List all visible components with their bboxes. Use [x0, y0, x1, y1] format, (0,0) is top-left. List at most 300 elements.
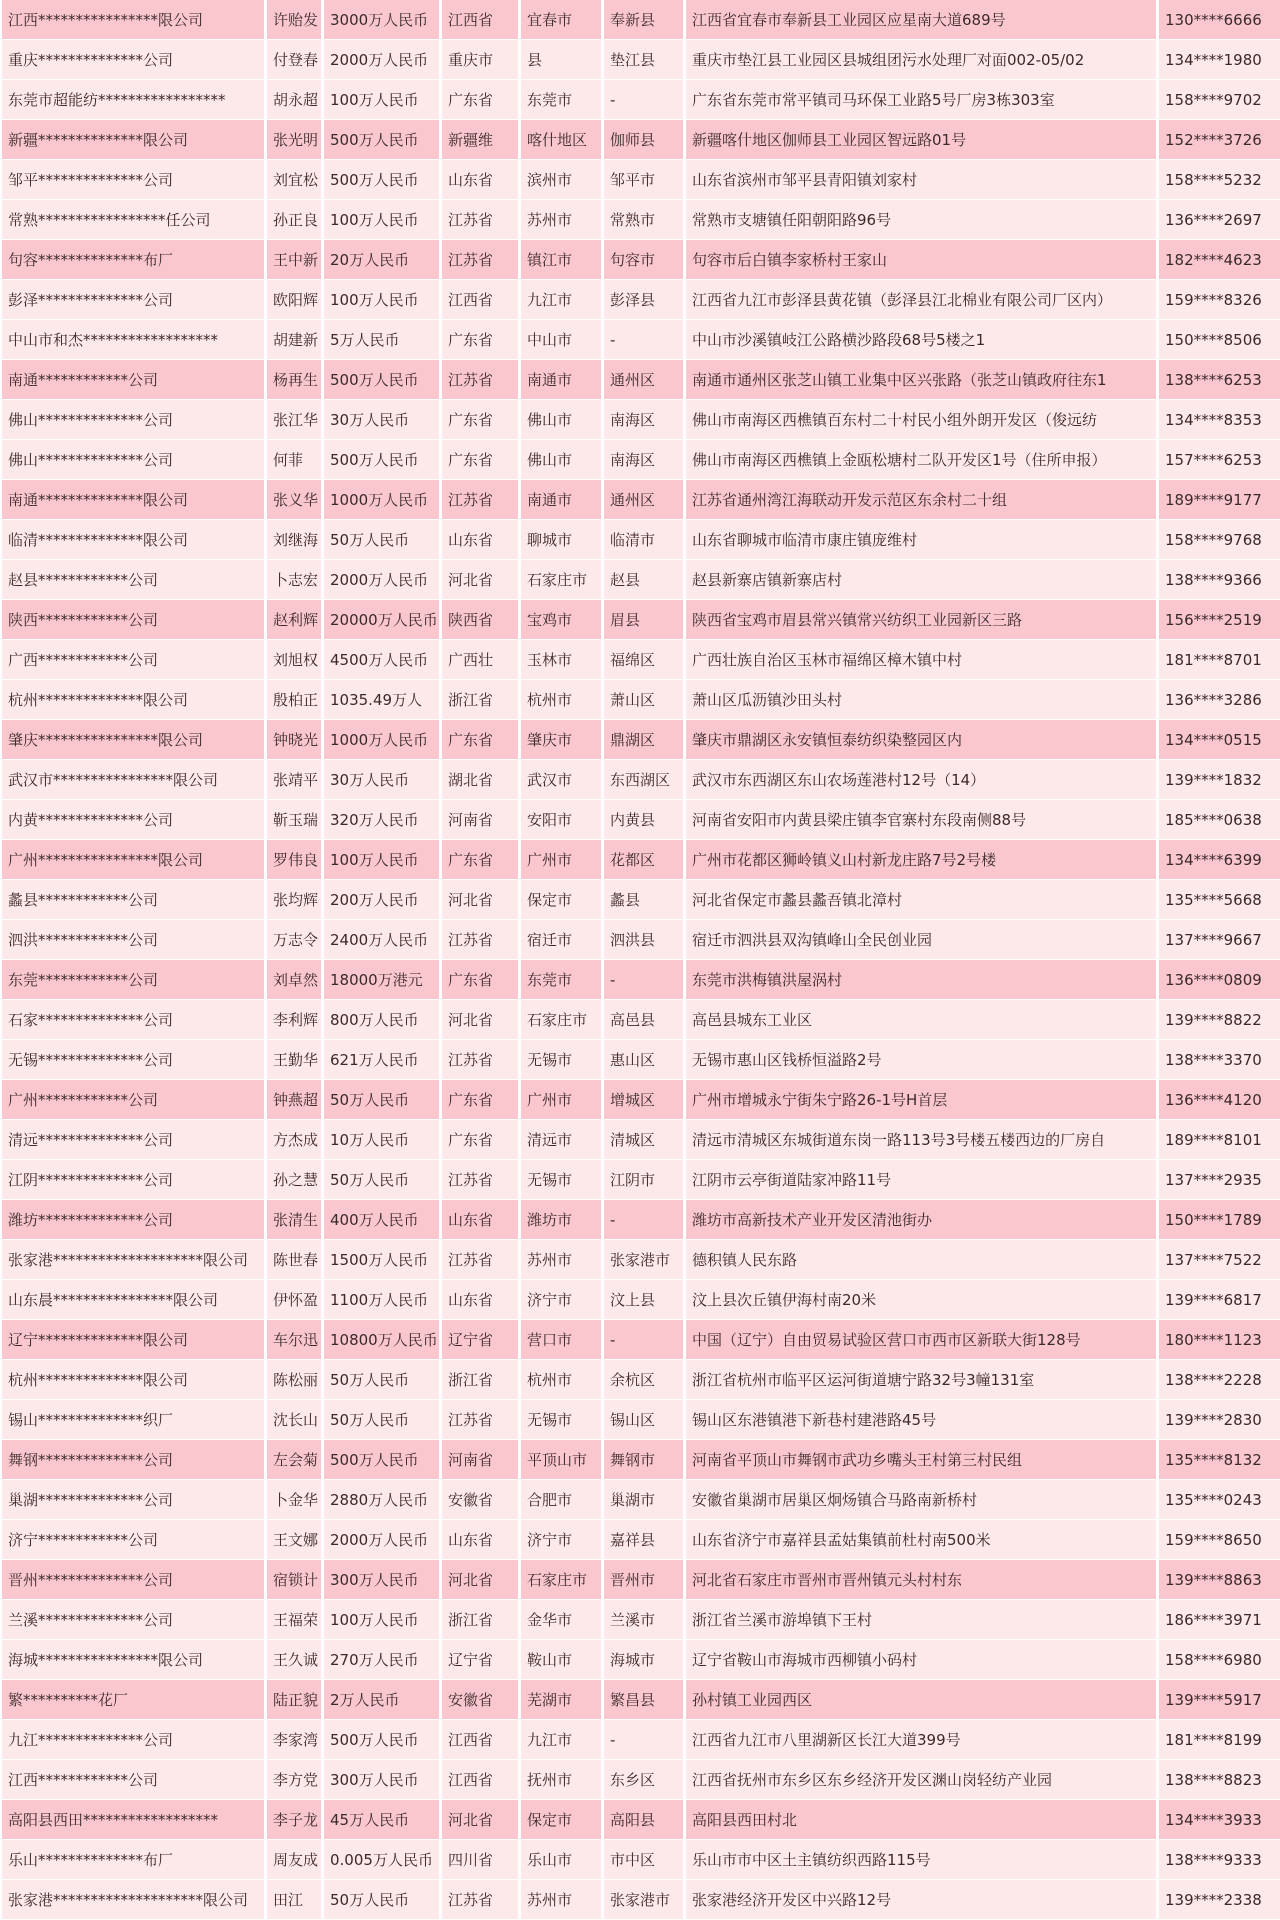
- registered-capital-cell: 50万人民币: [324, 520, 439, 560]
- table-row: [2, 1480, 1280, 1520]
- table-row: [2, 1040, 1280, 1080]
- legal-rep-cell: 伊怀盈: [267, 1280, 321, 1320]
- registered-capital-cell: 621万人民币: [324, 1040, 439, 1080]
- address-cell: 潍坊市高新技术产业开发区清池街办: [686, 1200, 1156, 1240]
- address-cell: 张家港经济开发区中兴路12号: [686, 1880, 1156, 1920]
- phone-cell: 138****9333: [1159, 1840, 1280, 1880]
- table-row: [2, 360, 1280, 400]
- district-cell: 南海区: [604, 440, 683, 480]
- province-cell: 河北省: [442, 560, 518, 600]
- district-cell: 高邑县: [604, 1000, 683, 1040]
- province-cell: 辽宁省: [442, 1320, 518, 1360]
- legal-rep-cell: 李子龙: [267, 1800, 321, 1840]
- province-cell: 广东省: [442, 440, 518, 480]
- table-row: [2, 80, 1280, 120]
- registered-capital-cell: 2万人民币: [324, 1680, 439, 1720]
- province-cell: 广东省: [442, 320, 518, 360]
- phone-cell: 139****8822: [1159, 1000, 1280, 1040]
- city-cell: 广州市: [521, 840, 601, 880]
- company-name-cell: 泗洪************公司: [2, 920, 264, 960]
- address-cell: 河南省平顶山市舞钢市武功乡嘴头王村第三村民组: [686, 1440, 1156, 1480]
- company-name-cell: 海城****************限公司: [2, 1640, 264, 1680]
- city-cell: 宝鸡市: [521, 600, 601, 640]
- district-cell: -: [604, 1720, 683, 1760]
- phone-cell: 185****0638: [1159, 800, 1280, 840]
- phone-cell: 189****9177: [1159, 480, 1280, 520]
- phone-cell: 136****2697: [1159, 200, 1280, 240]
- province-cell: 广西壮: [442, 640, 518, 680]
- table-row: [2, 120, 1280, 160]
- company-name-cell: 高阳县西田******************: [2, 1800, 264, 1840]
- company-name-cell: 杭州**************限公司: [2, 1360, 264, 1400]
- district-cell: 萧山区: [604, 680, 683, 720]
- table-row: [2, 1800, 1280, 1840]
- table-row: [2, 600, 1280, 640]
- legal-rep-cell: 罗伟良: [267, 840, 321, 880]
- phone-cell: 136****4120: [1159, 1080, 1280, 1120]
- city-cell: 聊城市: [521, 520, 601, 560]
- table-row: [2, 520, 1280, 560]
- table-row: [2, 1200, 1280, 1240]
- table-row: [2, 480, 1280, 520]
- registered-capital-cell: 20万人民币: [324, 240, 439, 280]
- legal-rep-cell: 王久诚: [267, 1640, 321, 1680]
- phone-cell: 139****1832: [1159, 760, 1280, 800]
- district-cell: 惠山区: [604, 1040, 683, 1080]
- phone-cell: 180****1123: [1159, 1320, 1280, 1360]
- phone-cell: 135****5668: [1159, 880, 1280, 920]
- address-cell: 陕西省宝鸡市眉县常兴镇常兴纺织工业园新区三路: [686, 600, 1156, 640]
- company-name-cell: 东莞************公司: [2, 960, 264, 1000]
- district-cell: 蠡县: [604, 880, 683, 920]
- address-cell: 山东省滨州市邹平县青阳镇刘家村: [686, 160, 1156, 200]
- district-cell: 张家港市: [604, 1240, 683, 1280]
- district-cell: -: [604, 80, 683, 120]
- phone-cell: 138****2228: [1159, 1360, 1280, 1400]
- registered-capital-cell: 100万人民币: [324, 1600, 439, 1640]
- legal-rep-cell: 胡永超: [267, 80, 321, 120]
- registered-capital-cell: 500万人民币: [324, 440, 439, 480]
- phone-cell: 137****2935: [1159, 1160, 1280, 1200]
- phone-cell: 150****8506: [1159, 320, 1280, 360]
- table-row: [2, 760, 1280, 800]
- city-cell: 玉林市: [521, 640, 601, 680]
- registered-capital-cell: 800万人民币: [324, 1000, 439, 1040]
- legal-rep-cell: 陈世春: [267, 1240, 321, 1280]
- phone-cell: 158****6980: [1159, 1640, 1280, 1680]
- city-cell: 保定市: [521, 1800, 601, 1840]
- province-cell: 河南省: [442, 800, 518, 840]
- address-cell: 辽宁省鞍山市海城市西柳镇小码村: [686, 1640, 1156, 1680]
- phone-cell: 182****4623: [1159, 240, 1280, 280]
- table-row: [2, 560, 1280, 600]
- company-name-cell: 江西****************限公司: [2, 0, 264, 40]
- province-cell: 山东省: [442, 1280, 518, 1320]
- company-name-cell: 广州************公司: [2, 1080, 264, 1120]
- legal-rep-cell: 张江华: [267, 400, 321, 440]
- city-cell: 无锡市: [521, 1400, 601, 1440]
- district-cell: 余杭区: [604, 1360, 683, 1400]
- province-cell: 江苏省: [442, 1040, 518, 1080]
- city-cell: 县: [521, 40, 601, 80]
- table-row: [2, 1640, 1280, 1680]
- legal-rep-cell: 沈长山: [267, 1400, 321, 1440]
- province-cell: 重庆市: [442, 40, 518, 80]
- table-row: [2, 1080, 1280, 1120]
- company-table-body: [2, 0, 1280, 1920]
- province-cell: 浙江省: [442, 1600, 518, 1640]
- company-name-cell: 无锡**************公司: [2, 1040, 264, 1080]
- province-cell: 河南省: [442, 1440, 518, 1480]
- address-cell: 高阳县西田村北: [686, 1800, 1156, 1840]
- address-cell: 中国（辽宁）自由贸易试验区营口市西市区新联大街128号: [686, 1320, 1156, 1360]
- legal-rep-cell: 孙正良: [267, 200, 321, 240]
- address-cell: 锡山区东港镇港下新巷村建港路45号: [686, 1400, 1156, 1440]
- registered-capital-cell: 500万人民币: [324, 1440, 439, 1480]
- legal-rep-cell: 李利辉: [267, 1000, 321, 1040]
- legal-rep-cell: 钟燕超: [267, 1080, 321, 1120]
- company-name-cell: 繁**********花厂: [2, 1680, 264, 1720]
- company-name-cell: 佛山**************公司: [2, 400, 264, 440]
- table-row: [2, 440, 1280, 480]
- city-cell: 杭州市: [521, 1360, 601, 1400]
- city-cell: 中山市: [521, 320, 601, 360]
- province-cell: 湖北省: [442, 760, 518, 800]
- province-cell: 江西省: [442, 1720, 518, 1760]
- phone-cell: 158****9702: [1159, 80, 1280, 120]
- phone-cell: 189****8101: [1159, 1120, 1280, 1160]
- legal-rep-cell: 张义华: [267, 480, 321, 520]
- address-cell: 肇庆市鼎湖区永安镇恒泰纺织染整园区内: [686, 720, 1156, 760]
- legal-rep-cell: 王文娜: [267, 1520, 321, 1560]
- legal-rep-cell: 张清生: [267, 1200, 321, 1240]
- registered-capital-cell: 20000万人民币: [324, 600, 439, 640]
- address-cell: 河北省保定市蠡县蠡吾镇北漳村: [686, 880, 1156, 920]
- table-row: [2, 960, 1280, 1000]
- table-row: [2, 160, 1280, 200]
- address-cell: 山东省济宁市嘉祥县孟姑集镇前杜村南500米: [686, 1520, 1156, 1560]
- address-cell: 赵县新寨店镇新寨店村: [686, 560, 1156, 600]
- address-cell: 东莞市洪梅镇洪屋涡村: [686, 960, 1156, 1000]
- address-cell: 萧山区瓜沥镇沙田头村: [686, 680, 1156, 720]
- city-cell: 武汉市: [521, 760, 601, 800]
- company-name-cell: 辽宁**************限公司: [2, 1320, 264, 1360]
- legal-rep-cell: 刘旭权: [267, 640, 321, 680]
- registered-capital-cell: 5万人民币: [324, 320, 439, 360]
- company-name-cell: 张家港********************限公司: [2, 1880, 264, 1920]
- registered-capital-cell: 50万人民币: [324, 1400, 439, 1440]
- address-cell: 江苏省通州湾江海联动开发示范区东余村二十组: [686, 480, 1156, 520]
- city-cell: 南通市: [521, 360, 601, 400]
- city-cell: 肇庆市: [521, 720, 601, 760]
- registered-capital-cell: 0.005万人民币: [324, 1840, 439, 1880]
- city-cell: 佛山市: [521, 440, 601, 480]
- registered-capital-cell: 320万人民币: [324, 800, 439, 840]
- district-cell: 高阳县: [604, 1800, 683, 1840]
- legal-rep-cell: 宿锁计: [267, 1560, 321, 1600]
- table-row: [2, 240, 1280, 280]
- province-cell: 山东省: [442, 1200, 518, 1240]
- province-cell: 江苏省: [442, 360, 518, 400]
- address-cell: 佛山市南海区西樵镇百东村二十村民小组外朗开发区（俊远纺: [686, 400, 1156, 440]
- company-name-cell: 杭州**************限公司: [2, 680, 264, 720]
- city-cell: 宿迁市: [521, 920, 601, 960]
- province-cell: 浙江省: [442, 680, 518, 720]
- province-cell: 新疆维: [442, 120, 518, 160]
- table-row: [2, 1240, 1280, 1280]
- registered-capital-cell: 500万人民币: [324, 360, 439, 400]
- table-row: [2, 400, 1280, 440]
- province-cell: 浙江省: [442, 1360, 518, 1400]
- registered-capital-cell: 200万人民币: [324, 880, 439, 920]
- address-cell: 江西省九江市彭泽县黄花镇（彭泽县江北棉业有限公司厂区内）: [686, 280, 1156, 320]
- address-cell: 江阴市云亭街道陆家冲路11号: [686, 1160, 1156, 1200]
- table-row: [2, 1680, 1280, 1720]
- legal-rep-cell: 欧阳辉: [267, 280, 321, 320]
- district-cell: 晋州市: [604, 1560, 683, 1600]
- phone-cell: 136****3286: [1159, 680, 1280, 720]
- province-cell: 广东省: [442, 80, 518, 120]
- legal-rep-cell: 刘卓然: [267, 960, 321, 1000]
- legal-rep-cell: 陆正貌: [267, 1680, 321, 1720]
- company-name-cell: 蠡县************公司: [2, 880, 264, 920]
- city-cell: 芜湖市: [521, 1680, 601, 1720]
- city-cell: 苏州市: [521, 200, 601, 240]
- company-name-cell: 晋州**************公司: [2, 1560, 264, 1600]
- registered-capital-cell: 2400万人民币: [324, 920, 439, 960]
- table-row: [2, 880, 1280, 920]
- address-cell: 江西省九江市八里湖新区长江大道399号: [686, 1720, 1156, 1760]
- registered-capital-cell: 100万人民币: [324, 80, 439, 120]
- district-cell: 赵县: [604, 560, 683, 600]
- address-cell: 宿迁市泗洪县双沟镇峰山全民创业园: [686, 920, 1156, 960]
- registered-capital-cell: 50万人民币: [324, 1360, 439, 1400]
- district-cell: 增城区: [604, 1080, 683, 1120]
- phone-cell: 138****3370: [1159, 1040, 1280, 1080]
- district-cell: 张家港市: [604, 1880, 683, 1920]
- table-row: [2, 720, 1280, 760]
- address-cell: 南通市通州区张芝山镇工业集中区兴张路（张芝山镇政府往东1: [686, 360, 1156, 400]
- legal-rep-cell: 陈松丽: [267, 1360, 321, 1400]
- address-cell: 高邑县城东工业区: [686, 1000, 1156, 1040]
- district-cell: 东西湖区: [604, 760, 683, 800]
- phone-cell: 156****2519: [1159, 600, 1280, 640]
- company-name-cell: 东莞市超能纺*****************: [2, 80, 264, 120]
- table-row: [2, 1280, 1280, 1320]
- province-cell: 江苏省: [442, 1160, 518, 1200]
- district-cell: 奉新县: [604, 0, 683, 40]
- company-name-cell: 广西************公司: [2, 640, 264, 680]
- city-cell: 宜春市: [521, 0, 601, 40]
- registered-capital-cell: 10万人民币: [324, 1120, 439, 1160]
- address-cell: 汶上县次丘镇伊海村南20米: [686, 1280, 1156, 1320]
- registered-capital-cell: 3000万人民币: [324, 0, 439, 40]
- legal-rep-cell: 何菲: [267, 440, 321, 480]
- phone-cell: 137****9667: [1159, 920, 1280, 960]
- registered-capital-cell: 45万人民币: [324, 1800, 439, 1840]
- province-cell: 河北省: [442, 1000, 518, 1040]
- legal-rep-cell: 王勤华: [267, 1040, 321, 1080]
- phone-cell: 158****5232: [1159, 160, 1280, 200]
- phone-cell: 137****7522: [1159, 1240, 1280, 1280]
- phone-cell: 139****2338: [1159, 1880, 1280, 1920]
- company-name-cell: 内黄**************公司: [2, 800, 264, 840]
- company-name-cell: 山东晨****************限公司: [2, 1280, 264, 1320]
- legal-rep-cell: 钟晓光: [267, 720, 321, 760]
- province-cell: 广东省: [442, 720, 518, 760]
- registered-capital-cell: 2000万人民币: [324, 560, 439, 600]
- phone-cell: 139****5917: [1159, 1680, 1280, 1720]
- city-cell: 金华市: [521, 1600, 601, 1640]
- registered-capital-cell: 50万人民币: [324, 1160, 439, 1200]
- address-cell: 无锡市惠山区钱桥恒溢路2号: [686, 1040, 1156, 1080]
- district-cell: 锡山区: [604, 1400, 683, 1440]
- company-name-cell: 江阴**************公司: [2, 1160, 264, 1200]
- province-cell: 广东省: [442, 1080, 518, 1120]
- legal-rep-cell: 殷柏正: [267, 680, 321, 720]
- city-cell: 乐山市: [521, 1840, 601, 1880]
- table-row: [2, 1000, 1280, 1040]
- address-cell: 江西省宜春市奉新县工业园区应星南大道689号: [686, 0, 1156, 40]
- province-cell: 江西省: [442, 0, 518, 40]
- address-cell: 孙村镇工业园西区: [686, 1680, 1156, 1720]
- table-row: [2, 1440, 1280, 1480]
- city-cell: 南通市: [521, 480, 601, 520]
- city-cell: 安阳市: [521, 800, 601, 840]
- registered-capital-cell: 10800万人民币: [324, 1320, 439, 1360]
- district-cell: -: [604, 1200, 683, 1240]
- district-cell: 花都区: [604, 840, 683, 880]
- registered-capital-cell: 400万人民币: [324, 1200, 439, 1240]
- phone-cell: 139****8863: [1159, 1560, 1280, 1600]
- table-row: [2, 1560, 1280, 1600]
- province-cell: 河北省: [442, 1560, 518, 1600]
- phone-cell: 134****6399: [1159, 840, 1280, 880]
- address-cell: 武汉市东西湖区东山农场莲港村12号（14）: [686, 760, 1156, 800]
- district-cell: 东乡区: [604, 1760, 683, 1800]
- district-cell: 常熟市: [604, 200, 683, 240]
- province-cell: 山东省: [442, 520, 518, 560]
- address-cell: 山东省聊城市临清市康庄镇庞维村: [686, 520, 1156, 560]
- registered-capital-cell: 270万人民币: [324, 1640, 439, 1680]
- legal-rep-cell: 付登春: [267, 40, 321, 80]
- registered-capital-cell: 300万人民币: [324, 1560, 439, 1600]
- table-row: [2, 1840, 1280, 1880]
- city-cell: 保定市: [521, 880, 601, 920]
- city-cell: 东莞市: [521, 80, 601, 120]
- legal-rep-cell: 方杰成: [267, 1120, 321, 1160]
- table-row: [2, 1360, 1280, 1400]
- city-cell: 滨州市: [521, 160, 601, 200]
- province-cell: 江苏省: [442, 1400, 518, 1440]
- phone-cell: 134****1980: [1159, 40, 1280, 80]
- city-cell: 佛山市: [521, 400, 601, 440]
- address-cell: 广东省东莞市常平镇司马环保工业路5号厂房3栋303室: [686, 80, 1156, 120]
- company-name-cell: 江西************公司: [2, 1760, 264, 1800]
- table-row: [2, 200, 1280, 240]
- province-cell: 安徽省: [442, 1480, 518, 1520]
- city-cell: 石家庄市: [521, 560, 601, 600]
- legal-rep-cell: 卜金华: [267, 1480, 321, 1520]
- address-cell: 佛山市南海区西樵镇上金瓯松塘村二队开发区1号（住所申报）: [686, 440, 1156, 480]
- city-cell: 潍坊市: [521, 1200, 601, 1240]
- district-cell: 彭泽县: [604, 280, 683, 320]
- registered-capital-cell: 500万人民币: [324, 1720, 439, 1760]
- city-cell: 九江市: [521, 280, 601, 320]
- legal-rep-cell: 王中新: [267, 240, 321, 280]
- registered-capital-cell: 2880万人民币: [324, 1480, 439, 1520]
- phone-cell: 139****2830: [1159, 1400, 1280, 1440]
- legal-rep-cell: 王福荣: [267, 1600, 321, 1640]
- registered-capital-cell: 1100万人民币: [324, 1280, 439, 1320]
- company-name-cell: 临清**************限公司: [2, 520, 264, 560]
- legal-rep-cell: 卜志宏: [267, 560, 321, 600]
- district-cell: 市中区: [604, 1840, 683, 1880]
- address-cell: 乐山市市中区土主镇纺织西路115号: [686, 1840, 1156, 1880]
- registered-capital-cell: 100万人民币: [324, 840, 439, 880]
- phone-cell: 134****0515: [1159, 720, 1280, 760]
- address-cell: 重庆市垫江县工业园区县城组团污水处理厂对面002-05/02: [686, 40, 1156, 80]
- table-row: [2, 0, 1280, 40]
- address-cell: 句容市后白镇李家桥村王家山: [686, 240, 1156, 280]
- city-cell: 清远市: [521, 1120, 601, 1160]
- company-name-cell: 南通**************限公司: [2, 480, 264, 520]
- district-cell: 眉县: [604, 600, 683, 640]
- company-name-cell: 佛山**************公司: [2, 440, 264, 480]
- district-cell: 伽师县: [604, 120, 683, 160]
- phone-cell: 150****1789: [1159, 1200, 1280, 1240]
- city-cell: 东莞市: [521, 960, 601, 1000]
- phone-cell: 139****6817: [1159, 1280, 1280, 1320]
- province-cell: 江苏省: [442, 1240, 518, 1280]
- province-cell: 安徽省: [442, 1680, 518, 1720]
- legal-rep-cell: 孙之慧: [267, 1160, 321, 1200]
- province-cell: 山东省: [442, 1520, 518, 1560]
- district-cell: -: [604, 320, 683, 360]
- district-cell: 鼎湖区: [604, 720, 683, 760]
- registered-capital-cell: 2000万人民币: [324, 1520, 439, 1560]
- district-cell: 邹平市: [604, 160, 683, 200]
- company-name-cell: 肇庆****************限公司: [2, 720, 264, 760]
- legal-rep-cell: 杨再生: [267, 360, 321, 400]
- phone-cell: 159****8326: [1159, 280, 1280, 320]
- legal-rep-cell: 张靖平: [267, 760, 321, 800]
- legal-rep-cell: 左会菊: [267, 1440, 321, 1480]
- company-name-cell: 邹平**************公司: [2, 160, 264, 200]
- legal-rep-cell: 李家湾: [267, 1720, 321, 1760]
- registered-capital-cell: 30万人民币: [324, 760, 439, 800]
- registered-capital-cell: 50万人民币: [324, 1880, 439, 1920]
- legal-rep-cell: 许贻发: [267, 0, 321, 40]
- district-cell: 繁昌县: [604, 1680, 683, 1720]
- address-cell: 河北省石家庄市晋州市晋州镇元头村村东: [686, 1560, 1156, 1600]
- company-name-cell: 舞钢**************公司: [2, 1440, 264, 1480]
- province-cell: 辽宁省: [442, 1640, 518, 1680]
- phone-cell: 152****3726: [1159, 120, 1280, 160]
- phone-cell: 135****0243: [1159, 1480, 1280, 1520]
- address-cell: 中山市沙溪镇岐江公路横沙路段68号5楼之1: [686, 320, 1156, 360]
- phone-cell: 138****8823: [1159, 1760, 1280, 1800]
- province-cell: 江西省: [442, 280, 518, 320]
- address-cell: 浙江省兰溪市游埠镇下王村: [686, 1600, 1156, 1640]
- district-cell: 内黄县: [604, 800, 683, 840]
- registered-capital-cell: 2000万人民币: [324, 40, 439, 80]
- province-cell: 陕西省: [442, 600, 518, 640]
- phone-cell: 138****9366: [1159, 560, 1280, 600]
- province-cell: 江苏省: [442, 920, 518, 960]
- legal-rep-cell: 万志令: [267, 920, 321, 960]
- district-cell: 泗洪县: [604, 920, 683, 960]
